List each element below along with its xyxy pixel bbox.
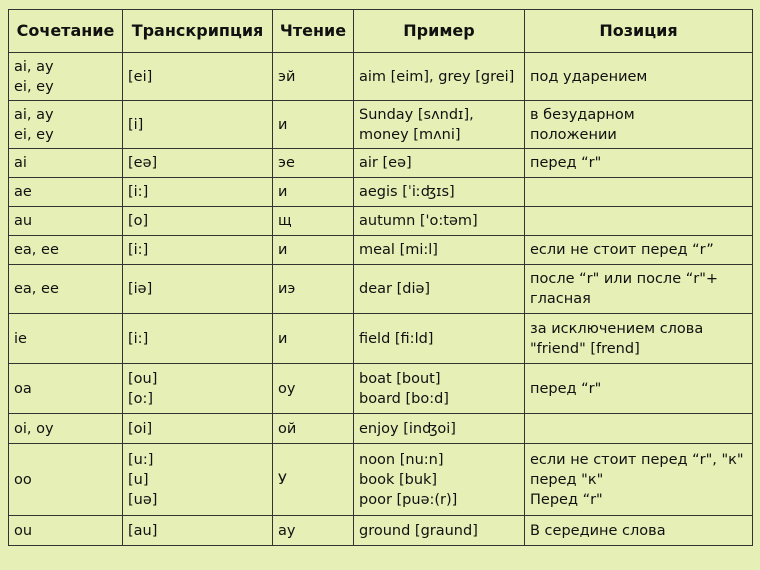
cell-text: после “r" или после “r"+ bbox=[530, 271, 719, 287]
cell-position bbox=[525, 149, 753, 178]
cell-text: ei, ey bbox=[14, 126, 54, 143]
table-row bbox=[9, 516, 753, 546]
cell-text: ой bbox=[278, 420, 297, 437]
cell-position bbox=[525, 414, 753, 444]
cell-text: перед “r" bbox=[530, 155, 602, 171]
cell-text: ei, ey bbox=[14, 78, 54, 95]
cell-combination bbox=[9, 236, 123, 265]
cell-position bbox=[525, 265, 753, 314]
cell-text: ae bbox=[14, 184, 32, 200]
cell-example bbox=[354, 207, 525, 236]
cell-combination bbox=[9, 265, 123, 314]
cell-text: au bbox=[14, 213, 33, 229]
cell-position bbox=[525, 444, 753, 516]
cell-combination bbox=[9, 53, 123, 101]
cell-reading bbox=[273, 314, 354, 364]
cell-text: Перед “r" bbox=[530, 491, 603, 508]
cell-text: noon [nu:n] bbox=[359, 451, 444, 468]
cell-transcription bbox=[123, 444, 273, 516]
cell-transcription bbox=[123, 178, 273, 207]
table-row bbox=[9, 364, 753, 414]
cell-position bbox=[525, 364, 753, 414]
cell-text: У bbox=[278, 471, 287, 488]
cell-text: и bbox=[278, 242, 288, 258]
table-row bbox=[9, 444, 753, 516]
cell-text: [i] bbox=[128, 116, 144, 133]
cell-text: aegis [ˈiːʤɪs] bbox=[359, 184, 455, 200]
table-row bbox=[9, 53, 753, 101]
cell-reading bbox=[273, 516, 354, 546]
cell-reading bbox=[273, 414, 354, 444]
cell-text: ay bbox=[278, 522, 296, 539]
header-reading: Чтение bbox=[273, 10, 354, 53]
cell-text: оу bbox=[278, 380, 296, 397]
cell-transcription bbox=[123, 53, 273, 101]
cell-text: [u] bbox=[128, 471, 149, 488]
cell-reading bbox=[273, 236, 354, 265]
cell-transcription bbox=[123, 101, 273, 149]
cell-text: перед “r" bbox=[530, 380, 602, 397]
cell-reading bbox=[273, 364, 354, 414]
cell-example bbox=[354, 53, 525, 101]
table-row bbox=[9, 149, 753, 178]
cell-combination bbox=[9, 101, 123, 149]
cell-text: В середине слова bbox=[530, 522, 666, 539]
table-row bbox=[9, 178, 753, 207]
cell-transcription bbox=[123, 414, 273, 444]
cell-text: money [mʌni] bbox=[359, 126, 461, 143]
cell-transcription bbox=[123, 314, 273, 364]
cell-text: иэ bbox=[278, 281, 296, 297]
cell-text: в безударном bbox=[530, 106, 635, 123]
cell-transcription bbox=[123, 364, 273, 414]
cell-text: "friend" [frend] bbox=[530, 340, 640, 357]
table-row bbox=[9, 236, 753, 265]
cell-text: autumn ['o:təm] bbox=[359, 213, 478, 229]
letter-combinations-table bbox=[8, 9, 753, 546]
table-row bbox=[9, 414, 753, 444]
cell-text: и bbox=[278, 330, 288, 347]
cell-position bbox=[525, 53, 753, 101]
cell-text: [eə] bbox=[128, 155, 158, 171]
header-combination: Сочетание bbox=[9, 10, 123, 53]
header-transcription: Транскрипция bbox=[123, 10, 273, 53]
table-row bbox=[9, 314, 753, 364]
cell-text: ai, ay bbox=[14, 106, 54, 123]
cell-position bbox=[525, 207, 753, 236]
table-row bbox=[9, 101, 753, 149]
cell-text: ai bbox=[14, 155, 27, 171]
cell-example bbox=[354, 178, 525, 207]
cell-text: за исключением слова bbox=[530, 320, 704, 337]
cell-example bbox=[354, 314, 525, 364]
cell-text: и bbox=[278, 184, 288, 200]
cell-text: ie bbox=[14, 330, 27, 347]
cell-example bbox=[354, 236, 525, 265]
cell-text: гласная bbox=[530, 291, 591, 307]
cell-text: poor [puə:(r)] bbox=[359, 491, 458, 508]
cell-position bbox=[525, 236, 753, 265]
cell-transcription bbox=[123, 236, 273, 265]
cell-text: ai, ay bbox=[14, 58, 54, 75]
cell-example bbox=[354, 101, 525, 149]
cell-combination bbox=[9, 314, 123, 364]
cell-text: перед "к" bbox=[530, 471, 604, 488]
cell-text: положении bbox=[530, 126, 617, 143]
cell-combination bbox=[9, 207, 123, 236]
cell-text: [ou] bbox=[128, 370, 158, 387]
cell-text: boat [bout] bbox=[359, 370, 441, 387]
cell-position bbox=[525, 516, 753, 546]
cell-example bbox=[354, 149, 525, 178]
cell-reading bbox=[273, 101, 354, 149]
cell-combination bbox=[9, 414, 123, 444]
cell-text: oa bbox=[14, 380, 32, 397]
cell-example bbox=[354, 444, 525, 516]
cell-reading bbox=[273, 265, 354, 314]
cell-text: book [buk] bbox=[359, 471, 438, 488]
cell-text: и bbox=[278, 116, 288, 133]
cell-example bbox=[354, 516, 525, 546]
cell-text: ground [graund] bbox=[359, 522, 478, 539]
cell-text: dear [diə] bbox=[359, 281, 431, 297]
cell-reading bbox=[273, 444, 354, 516]
cell-text: [i:] bbox=[128, 184, 149, 200]
cell-reading bbox=[273, 178, 354, 207]
table-row bbox=[9, 265, 753, 314]
cell-text: ea, ee bbox=[14, 281, 59, 297]
header-position: Позиция bbox=[525, 10, 753, 53]
header-example: Пример bbox=[354, 10, 525, 53]
cell-combination bbox=[9, 149, 123, 178]
cell-text: meal [mi:l] bbox=[359, 242, 438, 258]
cell-position bbox=[525, 101, 753, 149]
cell-text: [au] bbox=[128, 522, 158, 539]
cell-position bbox=[525, 178, 753, 207]
table-row bbox=[9, 207, 753, 236]
cell-text: [i:] bbox=[128, 330, 149, 347]
cell-combination bbox=[9, 444, 123, 516]
cell-reading bbox=[273, 149, 354, 178]
cell-text: если не стоит перед “r", "к" bbox=[530, 451, 744, 468]
cell-text: эй bbox=[278, 68, 296, 85]
cell-example bbox=[354, 265, 525, 314]
cell-text: щ bbox=[278, 213, 292, 229]
cell-transcription bbox=[123, 149, 273, 178]
cell-text: oi, oy bbox=[14, 420, 54, 437]
cell-text: enjoy [inʤoi] bbox=[359, 420, 456, 437]
cell-text: oo bbox=[14, 471, 32, 488]
cell-text: [o] bbox=[128, 213, 149, 229]
cell-text: под ударением bbox=[530, 68, 648, 85]
cell-transcription bbox=[123, 207, 273, 236]
cell-text: field [fi:ld] bbox=[359, 330, 434, 347]
cell-combination bbox=[9, 516, 123, 546]
cell-text: ea, ee bbox=[14, 242, 59, 258]
cell-text: aim [eim], grey [grei] bbox=[359, 68, 515, 85]
cell-text: [iə] bbox=[128, 281, 153, 297]
cell-text: board [bo:d] bbox=[359, 390, 449, 407]
cell-combination bbox=[9, 364, 123, 414]
cell-combination bbox=[9, 178, 123, 207]
header-row bbox=[9, 10, 753, 53]
cell-text: Sunday [sʌndɪ], bbox=[359, 106, 474, 123]
cell-text: [oi] bbox=[128, 420, 153, 437]
cell-text: [u:] bbox=[128, 451, 154, 468]
cell-reading bbox=[273, 53, 354, 101]
cell-transcription bbox=[123, 516, 273, 546]
cell-text: [i:] bbox=[128, 242, 149, 258]
cell-example bbox=[354, 364, 525, 414]
cell-transcription bbox=[123, 265, 273, 314]
cell-text: ou bbox=[14, 522, 33, 539]
cell-position bbox=[525, 314, 753, 364]
cell-reading bbox=[273, 207, 354, 236]
cell-text: air [eə] bbox=[359, 155, 412, 171]
cell-text: эе bbox=[278, 155, 295, 171]
cell-text: [uə] bbox=[128, 491, 158, 508]
cell-text: [o:] bbox=[128, 390, 154, 407]
table-body bbox=[9, 53, 753, 546]
cell-text: [ei] bbox=[128, 68, 153, 85]
cell-example bbox=[354, 414, 525, 444]
cell-text: если не стоит перед “r” bbox=[530, 242, 714, 258]
